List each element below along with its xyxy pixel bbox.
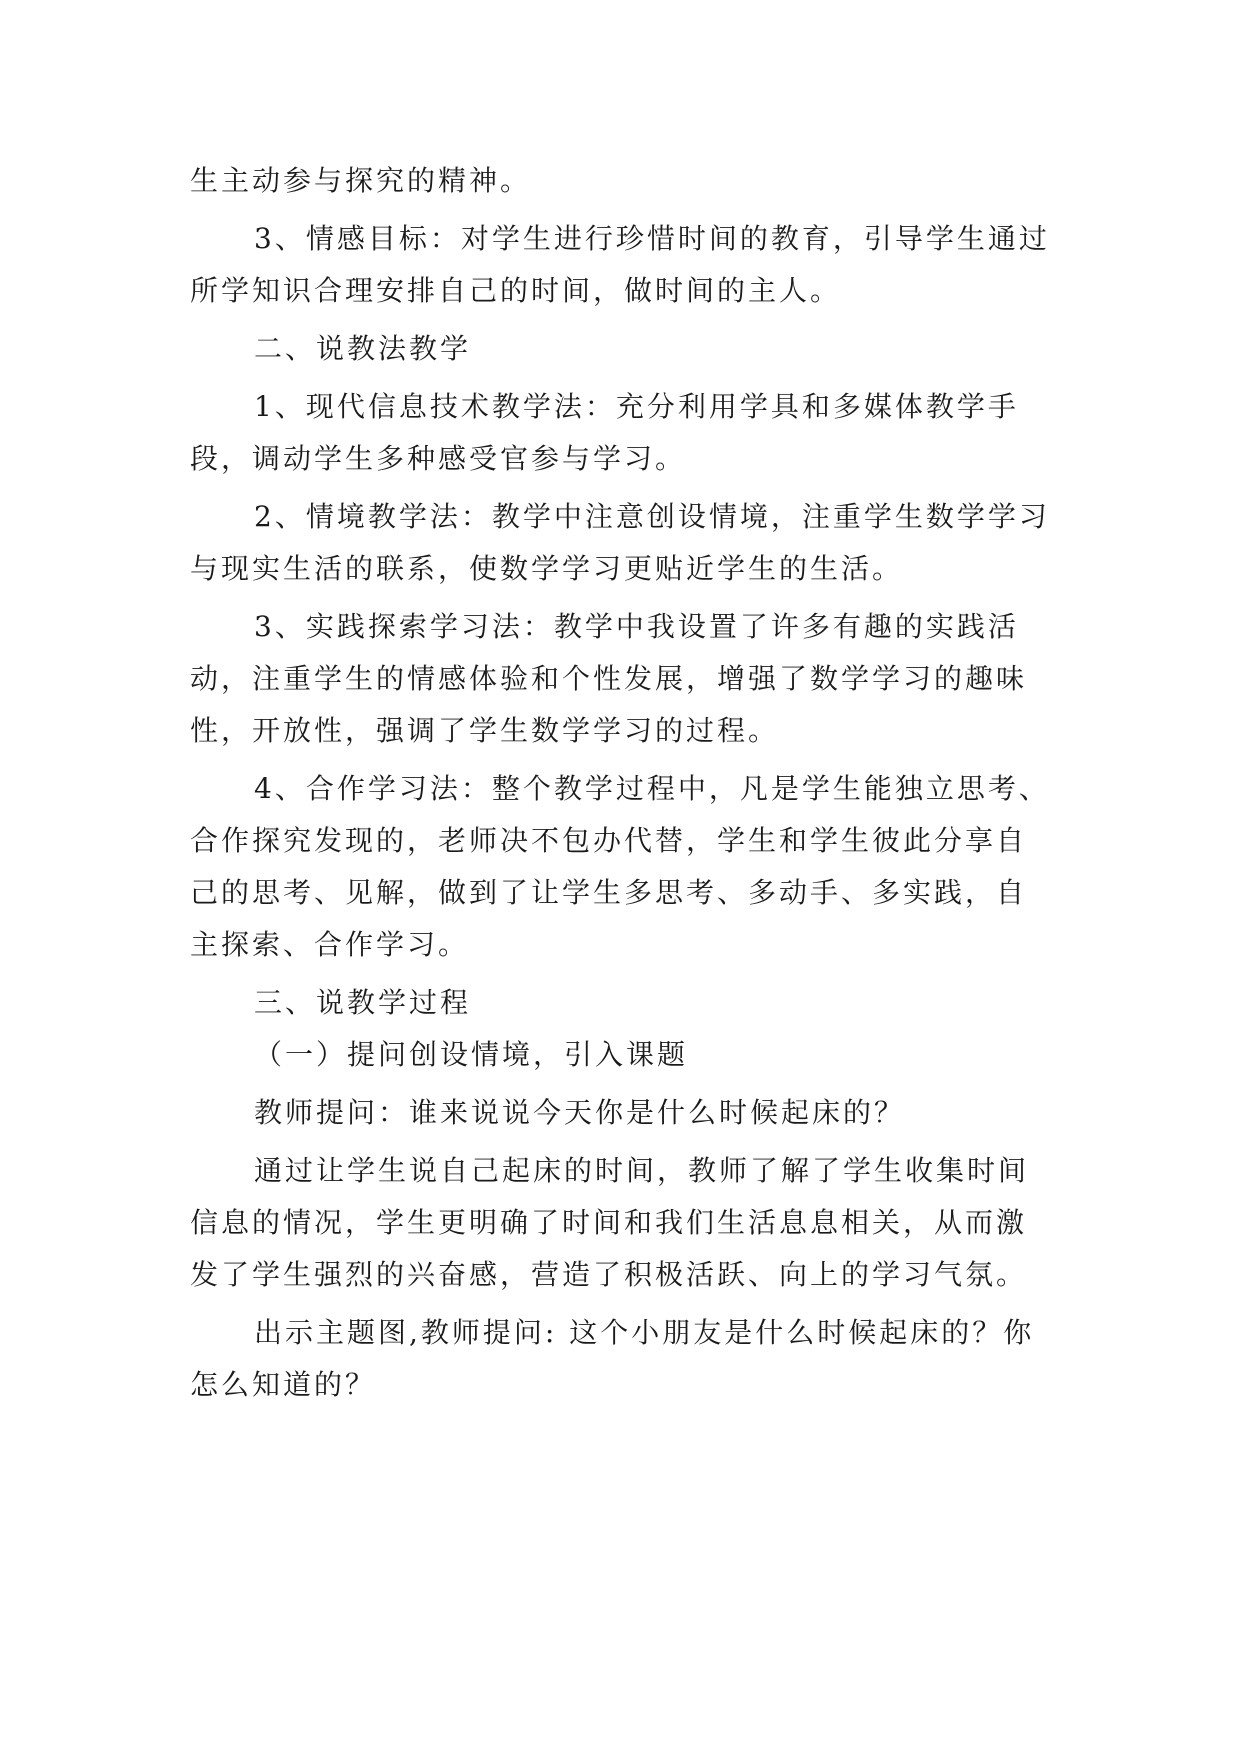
- paragraph-explanation: 通过让学生说自己起床的时间，教师了解了学生收集时间信息的情况，学生更明确了时间和我们生活息息相关，从而激发了学生强烈的兴奋感，营造了积极活跃、向上的学习气氛。: [190, 1154, 1030, 1291]
- heading-teaching-process: 三、说教学过程: [254, 986, 472, 1019]
- paragraph-method-1: 1、现代信息技术教学法：充分利用学具和多媒体教学手段，调动学生多种感受官参与学习。: [190, 390, 1019, 475]
- paragraph-continuation: 生主动参与探究的精神。: [190, 164, 532, 197]
- document-body: [190, 155, 1050, 1411]
- paragraph-teacher-question: 教师提问：谁来说说今天你是什么时候起床的？: [254, 1096, 906, 1129]
- paragraph-theme-image: 出示主题图,教师提问: 这个小朋友是什么时候起床的？你怎么知道的？: [190, 1316, 1035, 1401]
- paragraph-emotion-goal: 3、情感目标：对学生进行珍惜时间的教育，引导学生通过所学知识合理安排自己的时间，做时间的主人。: [190, 222, 1050, 307]
- subheading-introduction: （一）提问创设情境，引入课题: [254, 1038, 689, 1071]
- paragraph-method-2: 2、情境教学法：教学中注意创设情境，注重学生数学学习与现实生活的联系，使数学学习更贴近学生的生活。: [190, 500, 1050, 585]
- heading-teaching-methods: 二、说教法教学: [254, 332, 472, 365]
- paragraph-method-4: 4、合作学习法：整个教学过程中，凡是学生能独立思考、合作探究发现的，老师决不包办代替，学生和学生彼此分享自己的思考、见解，做到了让学生多思考、多动手、多实践，自主探索、合作学习。: [190, 772, 1050, 961]
- paragraph-method-3: 3、实践探索学习法：教学中我设置了许多有趣的实践活动，注重学生的情感体验和个性发展，增强了数学学习的趣味性，开放性，强调了学生数学学习的过程。: [190, 610, 1028, 747]
